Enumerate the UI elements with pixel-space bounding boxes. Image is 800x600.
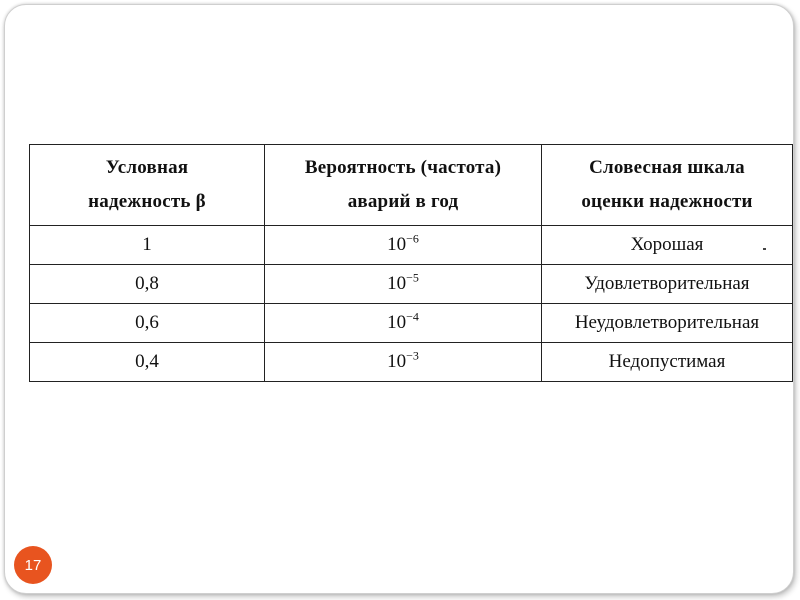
slide-frame (4, 4, 794, 594)
reliability-cell: 1 (30, 226, 265, 265)
probability-exponent: −5 (406, 270, 419, 285)
table-header-row (30, 145, 793, 226)
probability-cell (265, 343, 542, 382)
reliability-cell: 0,4 (30, 343, 265, 382)
rating-cell: Удовлетворительная (542, 265, 793, 304)
page-number-badge (14, 546, 52, 584)
table-row (30, 304, 793, 343)
rating-cell: Недопустимая (542, 343, 793, 382)
header-accident-probability: Вероятность (частота) аварий в год (265, 145, 542, 226)
probability-exponent: −6 (406, 231, 419, 246)
table-row (30, 226, 793, 265)
table-row (30, 343, 793, 382)
rating-cell: Неудовлетворительная (542, 304, 793, 343)
probability-base: 10 (387, 351, 407, 372)
rating-cell: Хорошая (542, 226, 793, 265)
probability-exponent: −4 (406, 309, 419, 324)
reliability-cell: 0,6 (30, 304, 265, 343)
probability-exponent: −3 (406, 348, 419, 363)
page-number: 17 (24, 556, 42, 574)
probability-cell (265, 226, 542, 265)
scan-speck (763, 248, 766, 250)
probability-base: 10 (387, 273, 407, 294)
probability-cell (265, 265, 542, 304)
header-conditional-reliability: Условная надежность β (30, 145, 265, 226)
header-verbal-scale: Словесная шкала оценки надежности (542, 145, 793, 226)
probability-base: 10 (387, 234, 407, 255)
reliability-table (29, 144, 793, 382)
probability-cell (265, 304, 542, 343)
reliability-cell: 0,8 (30, 265, 265, 304)
table-row (30, 265, 793, 304)
probability-base: 10 (387, 312, 407, 333)
